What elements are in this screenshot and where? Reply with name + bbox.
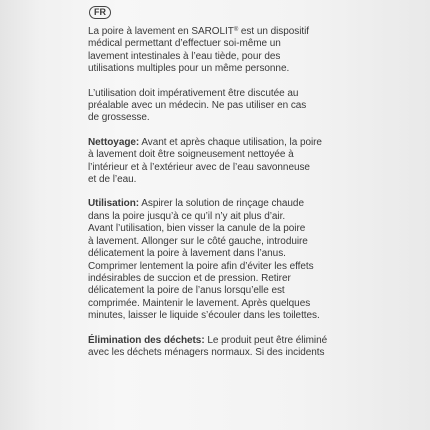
warning-line-3: de grossesse. <box>88 112 150 124</box>
disposal-heading: Élimination des déchets: <box>88 334 205 346</box>
usage-heading: Utilisation: <box>88 198 140 210</box>
cleaning-line-4: et de l’eau. <box>88 174 137 186</box>
cleaning-line-3: l’intérieur et à l’extérieur avec de l’eau savonneuse <box>88 161 310 173</box>
disposal-line-1: Élimination des déchets: Le produit peut être éliminé <box>88 334 328 346</box>
usage-line-10: minutes, laisser le liquide s’écouler dans les toilettes. <box>88 310 320 322</box>
leaflet-text-column <box>88 6 338 371</box>
usage-paragraph <box>88 198 338 322</box>
usage-line-9: comprimée. Maintenir le lavement. Après quelques <box>88 297 311 309</box>
registered-mark: ® <box>233 27 239 33</box>
intro-line-1: La poire à lavement en SAROLIT® est un dispositif <box>88 26 309 37</box>
cleaning-line-1: Nettoyage: Avant et après chaque utilisation, la poire <box>88 136 322 148</box>
cleaning-heading: Nettoyage: <box>88 136 140 148</box>
warning-line-1: L’utilisation doit impérativement être discutée au <box>88 87 299 99</box>
intro-line-3: lavement intestinales à l’eau tiède, pour des <box>88 50 281 62</box>
usage-line-8: délicatement la poire de l’anus lorsqu’elle est <box>88 285 285 297</box>
disposal-line-2: avec les déchets ménagers normaux. Si des incidents <box>88 346 325 358</box>
usage-line-5: délicatement la poire à lavement dans l’anus. <box>88 248 286 260</box>
disposal-paragraph <box>88 335 338 360</box>
warning-paragraph <box>88 88 338 125</box>
usage-line-6: Comprimer lentement la poire afin d’éviter les effets <box>88 260 314 272</box>
intro-line-2: médical permettant d’effectuer soi-même un <box>88 38 281 50</box>
intro-paragraph <box>88 26 338 76</box>
usage-line-4: à lavement. Allonger sur le côté gauche, introduire <box>88 235 308 247</box>
warning-line-2: préalable avec un médecin. Ne pas utiliser en cas <box>88 100 307 112</box>
intro-line-4: utilisations multiples pour un même personne. <box>88 63 290 75</box>
language-badge: FR <box>89 6 111 19</box>
usage-line-2: dans la poire jusqu’à ce qu’il n’y ait plus d’air. <box>88 210 286 222</box>
usage-line-1: Utilisation: Aspirer la solution de rinçage chaude <box>88 198 304 210</box>
cleaning-line-2: à lavement doit être soigneusement nettoyée à <box>88 149 294 161</box>
usage-line-3: Avant l’utilisation, bien visser la canule de la poire <box>88 223 306 235</box>
cleaning-paragraph <box>88 137 338 187</box>
usage-line-7: indésirables de succion et de pression. Retirer <box>88 272 291 284</box>
